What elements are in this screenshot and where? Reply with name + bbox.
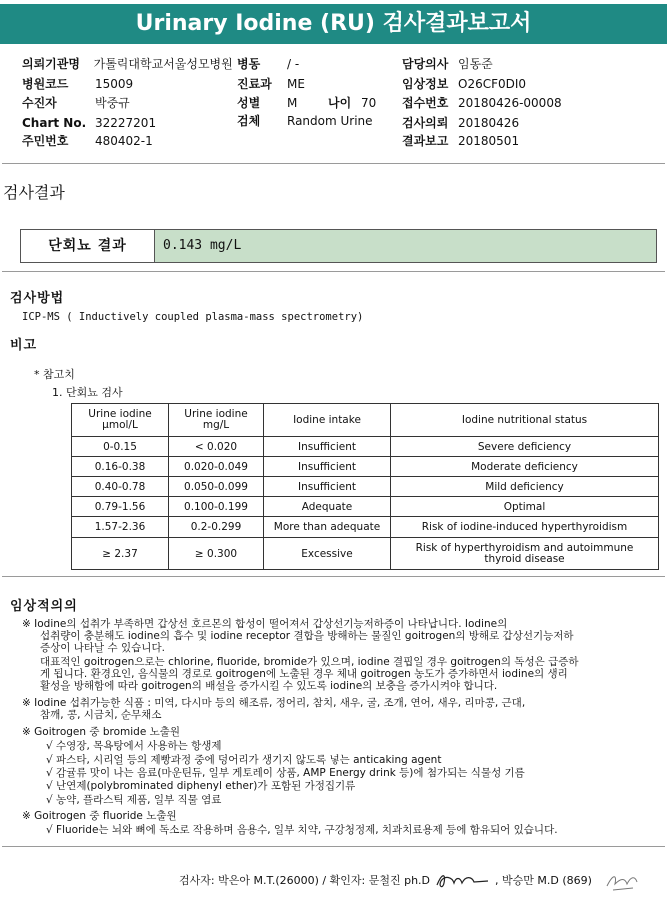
code-label: 병원코드	[22, 77, 69, 91]
row1-mg: < 0.020	[169, 437, 264, 457]
row4-umol: 0.79-1.56	[72, 497, 169, 517]
doctor-value: 임동준	[458, 57, 493, 71]
footer-suffix: , 박승만 M.D (869)	[495, 874, 592, 887]
row3-umol: 0.40-0.78	[72, 477, 169, 497]
code-value: 15009	[95, 77, 134, 91]
header-status: Iodine nutritional status	[391, 404, 659, 437]
age-value: 70	[361, 96, 377, 110]
table-row	[72, 437, 659, 457]
dept-value: ME	[287, 77, 305, 91]
receipt-label: 접수번호	[402, 96, 449, 110]
inst-value: 가톨릭대학교서울성모병원	[93, 57, 233, 71]
table-row	[72, 497, 659, 517]
specimen-value: Random Urine	[287, 114, 373, 128]
clinical-p2-line1: 대표적인 goitrogen으로는 chlorine, fluoride, bromide가 있으며, iodine 결핍일 경우 goitrogen의 독성은 급증하	[40, 656, 579, 668]
row1-intake: Insufficient	[264, 437, 391, 457]
row5-umol: 1.57-2.36	[72, 517, 169, 538]
specimen-label: 검체	[237, 114, 261, 128]
reference-table	[71, 403, 659, 570]
rrn-value: 480402-1	[95, 134, 153, 148]
fluoride-title: ※ Goitrogen 중 fluoride 노출원	[22, 810, 177, 822]
bromide-item-3: √ 감귤류 맛이 나는 음료(마운틴듀, 일부 게토레이 상품, AMP Energy drink 등)에 첨가되는 식물성 기름	[46, 767, 525, 779]
row2-intake: Insufficient	[264, 457, 391, 477]
footer-signers	[179, 870, 639, 892]
result-divider	[2, 271, 665, 272]
doctor-label: 담당의사	[402, 57, 449, 71]
row2-status: Moderate deficiency	[391, 457, 659, 477]
row1-umol: 0-0.15	[72, 437, 169, 457]
row1-status: Severe deficiency	[391, 437, 659, 457]
fluoride-item-1: √ Fluoride는 뇌와 뼈에 독소로 작용하며 음용수, 일부 치약, 구강청정제, 치과치료용제 등에 함유되어 있습니다.	[46, 824, 558, 836]
clinical-p3-line2: 참깨, 콩, 시금치, 순무채소	[40, 709, 162, 721]
report-label: 결과보고	[402, 134, 449, 148]
header-mg: Urine iodine mg/L	[169, 404, 264, 437]
clinical-value: O26CF0DI0	[458, 77, 527, 91]
clinical-label: 임상정보	[402, 77, 449, 91]
clinical-p1-line1: ※ Iodine의 섭취가 부족하면 갑상선 호르몬의 합성이 떨어져서 갑상선기능저하증이 나타납니다. Iodine의	[22, 618, 508, 630]
row6-umol: ≥ 2.37	[72, 538, 169, 570]
sex-label: 성별	[237, 96, 261, 110]
table-row	[72, 538, 659, 570]
table-row	[72, 517, 659, 538]
footer-prefix: 검사자: 박은아 M.T.(26000) / 확인자: 문철진 ph.D	[179, 874, 431, 887]
row5-intake: More than adequate	[264, 517, 391, 538]
results-heading: 검사결과	[3, 183, 65, 202]
table-row	[72, 477, 659, 497]
sex-value: M	[287, 96, 298, 110]
row4-intake: Adequate	[264, 497, 391, 517]
footer-divider	[2, 846, 665, 847]
clinical-p2-line2: 게 됩니다. 환경요인, 음식물의 경로로 goitrogen에 노출된 경우 체내 goitrogen 농도가 증가하면서 iodine의 생리	[40, 668, 568, 680]
row2-mg: 0.020-0.049	[169, 457, 264, 477]
age-label: 나이	[328, 96, 352, 110]
row3-status: Mild deficiency	[391, 477, 659, 497]
chart-label: Chart No.	[22, 116, 87, 130]
request-label: 검사의뢰	[402, 116, 449, 130]
bromide-item-4: √ 난연제(polybrominated diphenyl ether)가 포함된 가정집기류	[46, 780, 356, 792]
row6-mg: ≥ 0.300	[169, 538, 264, 570]
method-heading: 검사방법	[10, 291, 65, 306]
ward-value: / -	[287, 57, 300, 71]
row6-intake: Excessive	[264, 538, 391, 570]
patient-value: 박중규	[95, 96, 130, 110]
header-umol: Urine iodine μmol/L	[72, 404, 169, 437]
receipt-value: 20180426-00008	[458, 96, 562, 110]
clinical-p1-line3: 증상이 나타날 수 있습니다.	[40, 642, 165, 654]
row4-status: Optimal	[391, 497, 659, 517]
rrn-label: 주민번호	[22, 134, 69, 148]
row5-mg: 0.2-0.299	[169, 517, 264, 538]
remarks-heading: 비고	[10, 338, 38, 353]
report-title: Urinary Iodine (RU) 검사결과보고서	[135, 11, 532, 36]
signature-mark	[434, 871, 492, 891]
result-label: 단회뇨 결과	[21, 230, 155, 262]
ref-title: * 참고치	[34, 368, 75, 381]
signature-mark-2	[603, 870, 639, 892]
clinical-p2-line3: 활성을 방해함에 따라 goitrogen의 배설을 증가시킬 수 있도록 iodine의 보충을 증가시켜야 합니다.	[40, 680, 498, 692]
header-intake: Iodine intake	[264, 404, 391, 437]
row5-status: Risk of iodine-induced hyperthyroidism	[391, 517, 659, 538]
method-text: ICP-MS ( Inductively coupled plasma-mass spectrometry)	[22, 311, 364, 323]
header-divider	[2, 163, 665, 164]
result-box	[20, 229, 657, 263]
table-divider	[2, 576, 665, 577]
result-value: 0.143 mg/L	[155, 230, 656, 262]
table-row	[72, 457, 659, 477]
ward-label: 병동	[237, 57, 261, 71]
clinical-p1-line2: 섭취량이 충분해도 iodine의 흡수 및 iodine receptor 결합을 방해하는 물질인 goitrogen의 방해로 갑상선기능저하	[40, 630, 574, 642]
bromide-item-2: √ 파스타, 시리얼 등의 제빵과정 중에 덩어리가 생기지 않도록 넣는 anticaking agent	[46, 754, 442, 766]
chart-value: 32227201	[95, 116, 157, 130]
ref-subtitle: 1. 단회뇨 검사	[52, 386, 123, 399]
row6-status: Risk of hyperthyroidism and autoimmune thyroid disease	[391, 538, 659, 570]
table-header-row	[72, 404, 659, 437]
inst-label: 의뢰기관명	[22, 57, 80, 71]
clinical-p3-line1: ※ Iodine 섭취가능한 식품 : 미역, 다시마 등의 해조류, 정어리, 참치, 새우, 굴, 조개, 연어, 새우, 리마콩, 근대,	[22, 697, 526, 709]
bromide-item-1: √ 수영장, 목욕탕에서 사용하는 항생제	[46, 740, 222, 752]
row2-umol: 0.16-0.38	[72, 457, 169, 477]
row4-mg: 0.100-0.199	[169, 497, 264, 517]
clinical-heading: 임상적의의	[10, 599, 78, 614]
report-value: 20180501	[458, 134, 520, 148]
patient-label: 수진자	[22, 96, 57, 110]
bromide-title: ※ Goitrogen 중 bromide 노출원	[22, 726, 181, 738]
row3-intake: Insufficient	[264, 477, 391, 497]
row3-mg: 0.050-0.099	[169, 477, 264, 497]
info-institution	[22, 57, 233, 71]
bromide-item-5: √ 농약, 플라스틱 제품, 일부 직물 염료	[46, 794, 222, 806]
dept-label: 진료과	[237, 77, 272, 91]
request-value: 20180426	[458, 116, 520, 130]
